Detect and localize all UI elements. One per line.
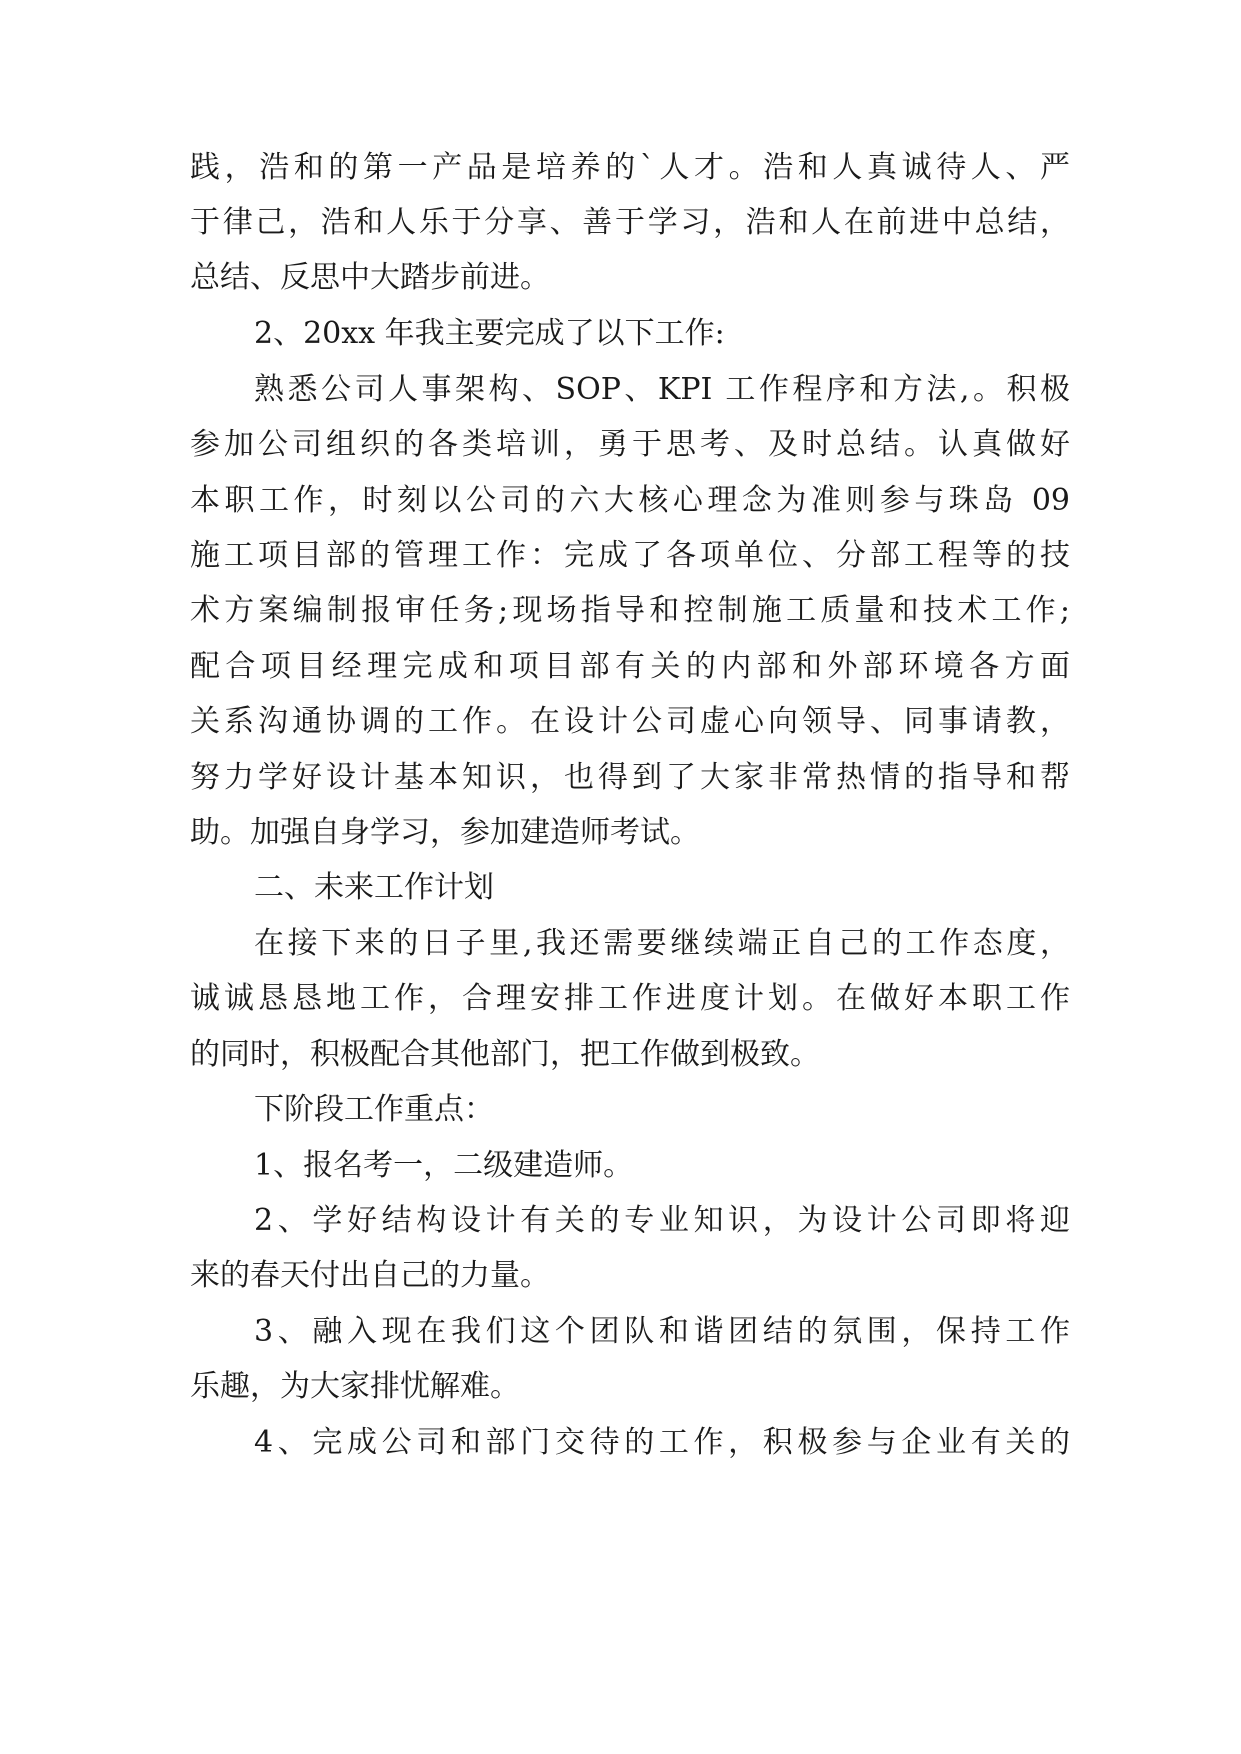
- text-line: 践，浩和的第一产品是培养的`人才。浩和人真诚待人、严: [190, 150, 1070, 185]
- text-line: 术方案编制报审任务;现场指导和控制施工质量和技术工作;: [190, 593, 1070, 628]
- text-line: 关系沟通协调的工作。在设计公司虚心向领导、同事请教，: [190, 704, 1070, 739]
- text-line: 施工项目部的管理工作：完成了各项单位、分部工程等的技: [190, 538, 1070, 573]
- text-line: 配合项目经理完成和项目部有关的内部和外部环境各方面: [190, 649, 1070, 684]
- list-item: 1、报名考一，二级建造师。: [254, 1148, 634, 1183]
- text-line: 熟悉公司人事架构、SOP、KPI 工作程序和方法,。积极: [254, 372, 1070, 407]
- list-item: 4、完成公司和部门交待的工作，积极参与企业有关的: [254, 1425, 1070, 1460]
- text-line: 在接下来的日子里,我还需要继续端正自己的工作态度，: [254, 926, 1070, 961]
- text-line: 于律己，浩和人乐于分享、善于学习，浩和人在前进中总结，: [190, 205, 1070, 240]
- text-line: 努力学好设计基本知识，也得到了大家非常热情的指导和帮: [190, 760, 1070, 795]
- text-line: 总结、反思中大踏步前进。: [190, 260, 550, 295]
- text-line: 来的春天付出自己的力量。: [190, 1258, 550, 1293]
- text-line: 2、20xx 年我主要完成了以下工作:: [254, 316, 725, 351]
- list-item: 2、学好结构设计有关的专业知识，为设计公司即将迎: [254, 1203, 1070, 1238]
- text-line: 下阶段工作重点：: [254, 1092, 494, 1127]
- list-item: 3、融入现在我们这个团队和谐团结的氛围，保持工作: [254, 1314, 1070, 1349]
- text-line: 诚诚恳恳地工作，合理安排工作进度计划。在做好本职工作: [190, 981, 1070, 1016]
- text-line: 乐趣，为大家排忧解难。: [190, 1369, 520, 1404]
- text-line: 本职工作，时刻以公司的六大核心理念为准则参与珠岛 09: [190, 483, 1070, 518]
- section-heading: 二、未来工作计划: [254, 870, 494, 905]
- text-line: 的同时，积极配合其他部门，把工作做到极致。: [190, 1037, 820, 1072]
- text-line: 助。加强自身学习，参加建造师考试。: [190, 815, 700, 850]
- text-line: 参加公司组织的各类培训，勇于思考、及时总结。认真做好: [190, 427, 1070, 462]
